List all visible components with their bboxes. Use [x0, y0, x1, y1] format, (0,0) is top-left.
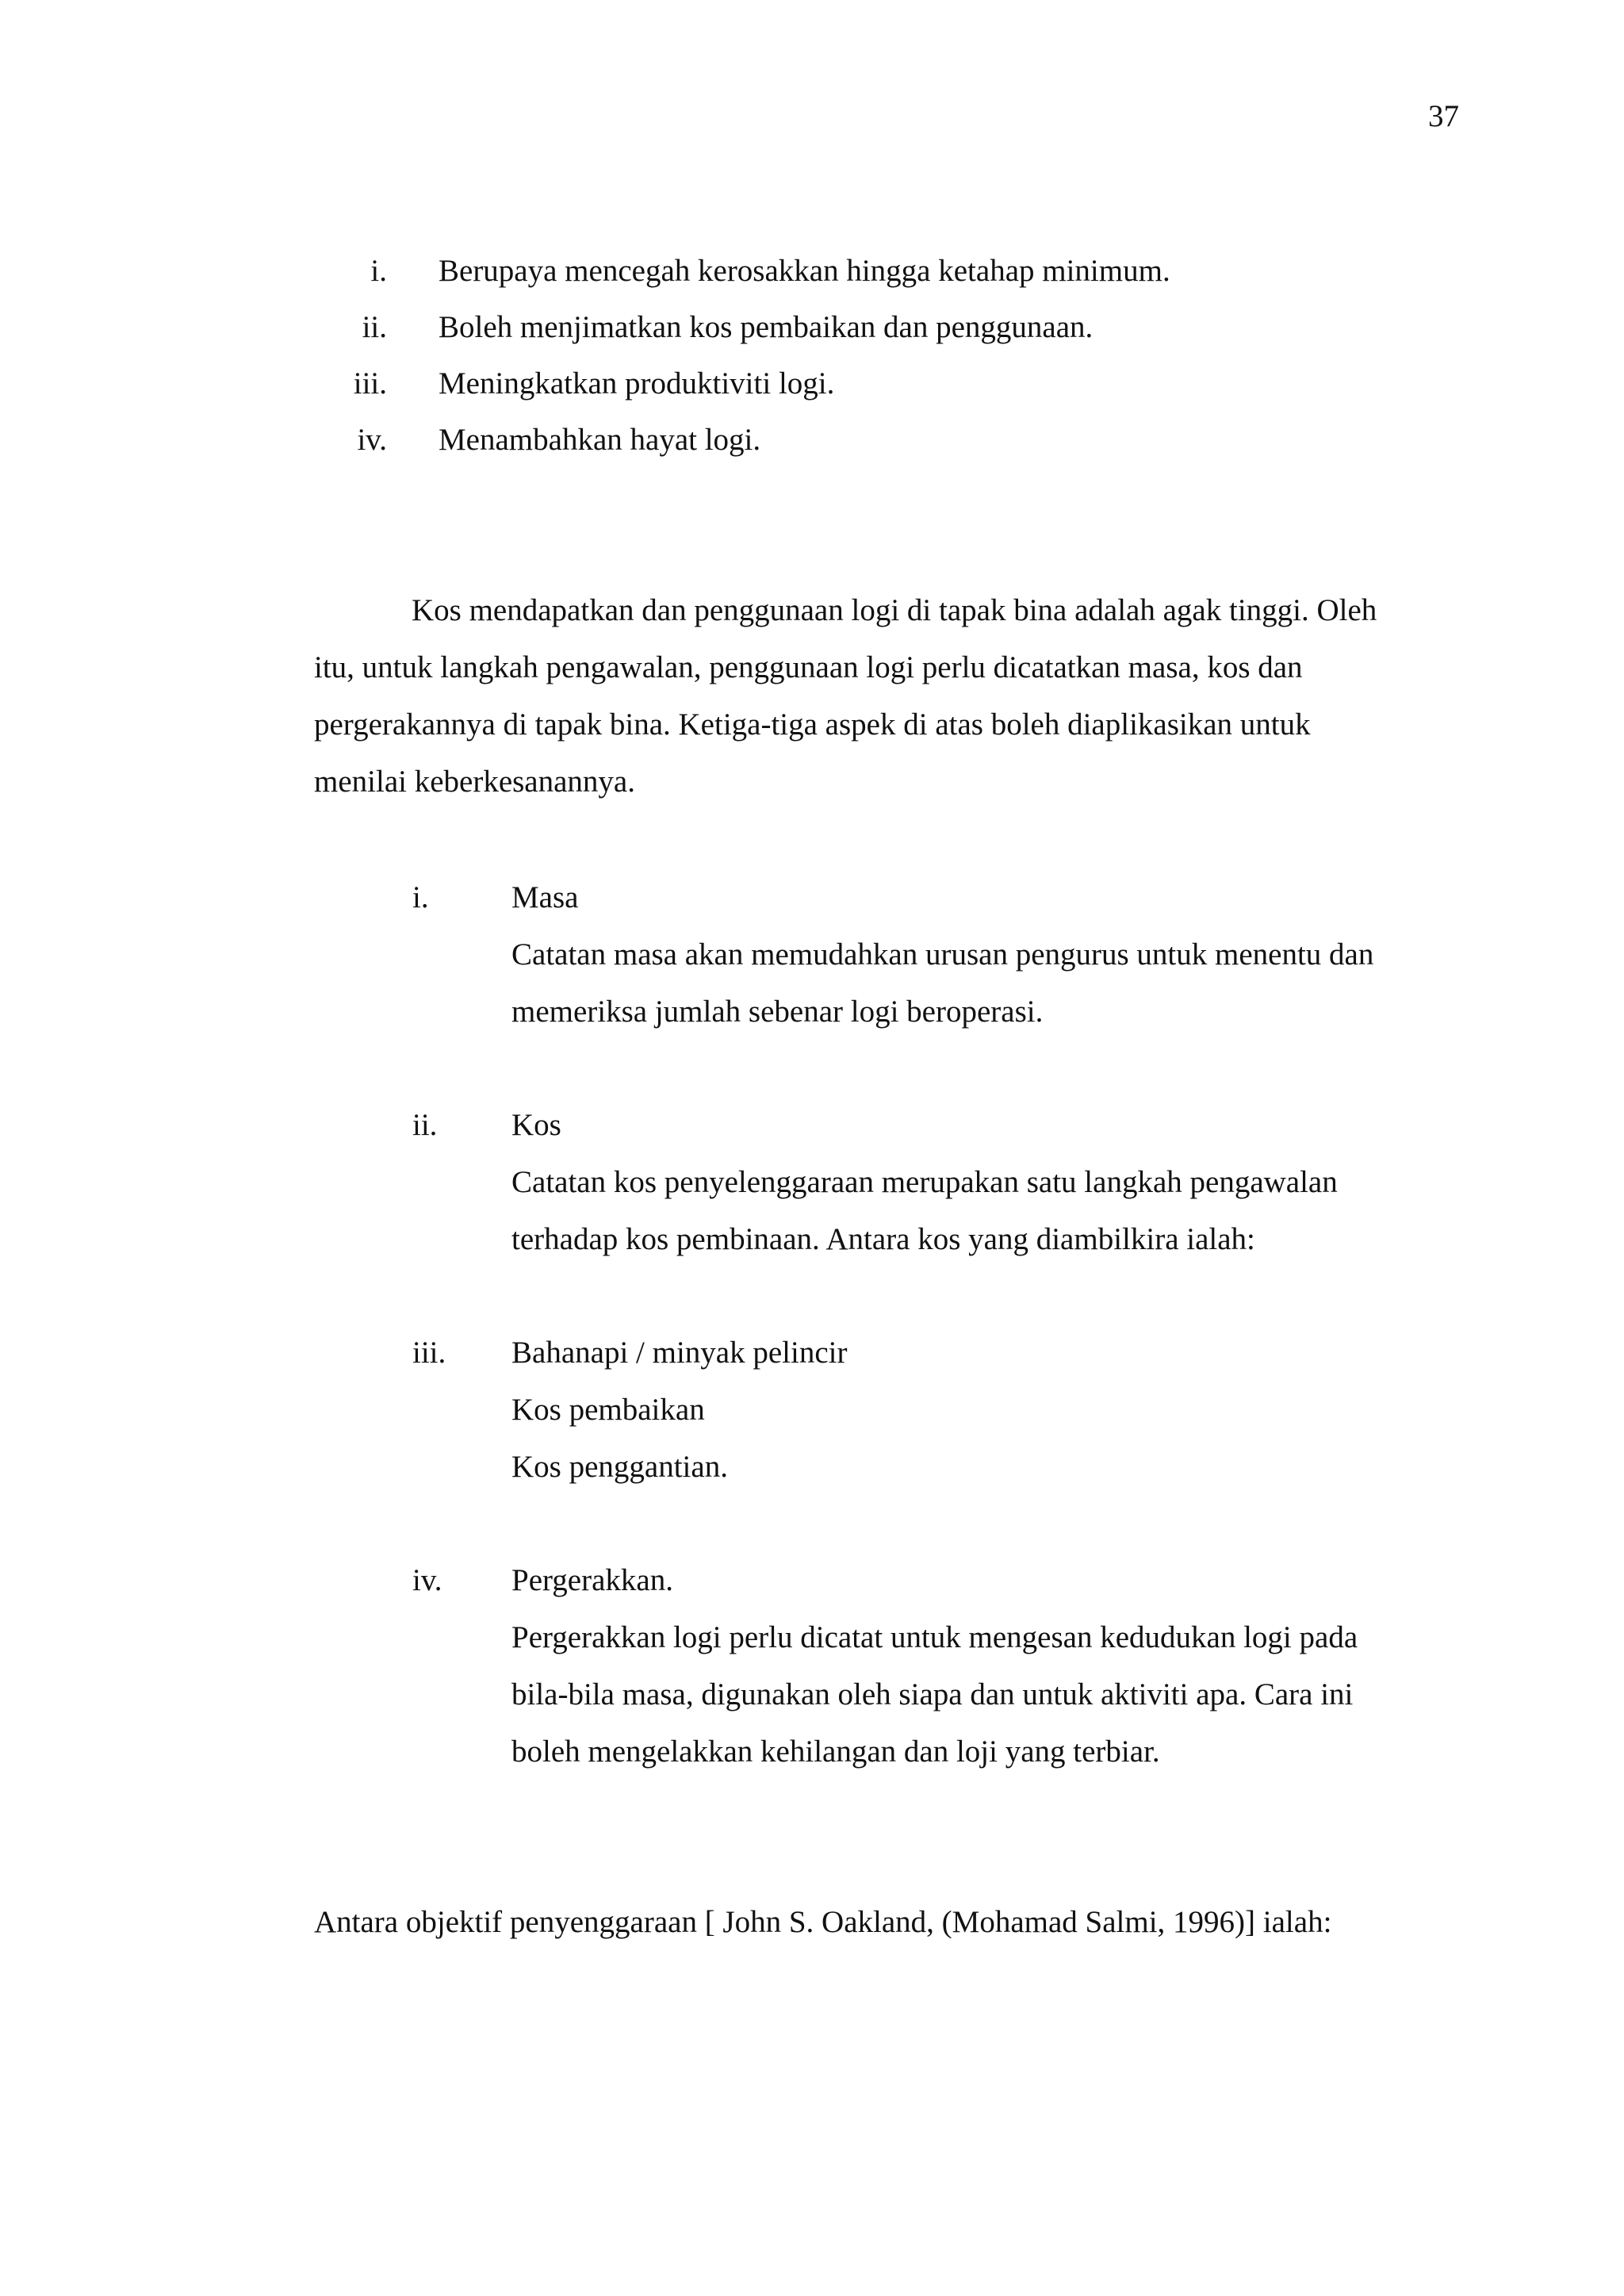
aspect-text: Pergerakkan logi perlu dicatat untuk mengesan kedudukan logi pada	[511, 1620, 1358, 1654]
aspect-text: boleh mengelakkan kehilangan dan loji yang terbiar.	[511, 1734, 1160, 1769]
aspect-heading: Kos	[511, 1108, 561, 1142]
aspect-text: terhadap kos pembinaan. Antara kos yang diambilkira ialah:	[511, 1222, 1255, 1256]
aspect-number: ii.	[412, 1108, 438, 1142]
paragraph-line: menilai keberkesanannya.	[314, 765, 635, 799]
paragraph-line: pergerakannya di tapak bina. Ketiga-tiga aspek di atas boleh diaplikasikan untuk	[314, 707, 1311, 742]
aspect-text: Catatan kos penyelenggaraan merupakan satu langkah pengawalan	[511, 1165, 1338, 1199]
aspect-heading: Masa	[511, 880, 579, 914]
paragraph-line: Kos mendapatkan dan penggunaan logi di tapak bina adalah agak tinggi. Oleh	[412, 593, 1377, 627]
aspect-number: iii.	[412, 1336, 446, 1370]
list-item-number: ii.	[362, 310, 387, 344]
aspect-text: Catatan masa akan memudahkan urusan pengurus untuk menentu dan	[511, 937, 1374, 972]
aspect-heading: Pergerakkan.	[511, 1563, 673, 1597]
aspect-number: i.	[412, 880, 429, 914]
aspect-text: memeriksa jumlah sebenar logi beroperasi.	[511, 995, 1044, 1029]
list-item-text: Boleh menjimatkan kos pembaikan dan penggunaan.	[439, 310, 1094, 344]
list-item-text: Meningkatkan produktiviti logi.	[439, 366, 835, 401]
aspect-number: iv.	[412, 1563, 442, 1597]
aspect-text: Kos penggantian.	[511, 1450, 728, 1484]
aspect-text: Kos pembaikan	[511, 1393, 705, 1427]
aspect-heading: Bahanapi / minyak pelincir	[511, 1336, 848, 1370]
list-item-text: Menambahkan hayat logi.	[439, 423, 761, 457]
closing-line: Antara objektif penyenggaraan [ John S. Oakland, (Mohamad Salmi, 1996)] ialah:	[314, 1905, 1332, 1939]
list-item-number: iv.	[357, 423, 387, 457]
paragraph-line: itu, untuk langkah pengawalan, penggunaan logi perlu dicatatkan masa, kos dan	[314, 650, 1303, 684]
list-item-number: i.	[370, 254, 387, 288]
page-number: 37	[1428, 99, 1459, 133]
list-item-number: iii.	[353, 366, 387, 401]
aspect-text: bila-bila masa, digunakan oleh siapa dan untuk aktiviti apa. Cara ini	[511, 1677, 1354, 1711]
list-item-text: Berupaya mencegah kerosakkan hingga ketahap minimum.	[439, 254, 1170, 288]
